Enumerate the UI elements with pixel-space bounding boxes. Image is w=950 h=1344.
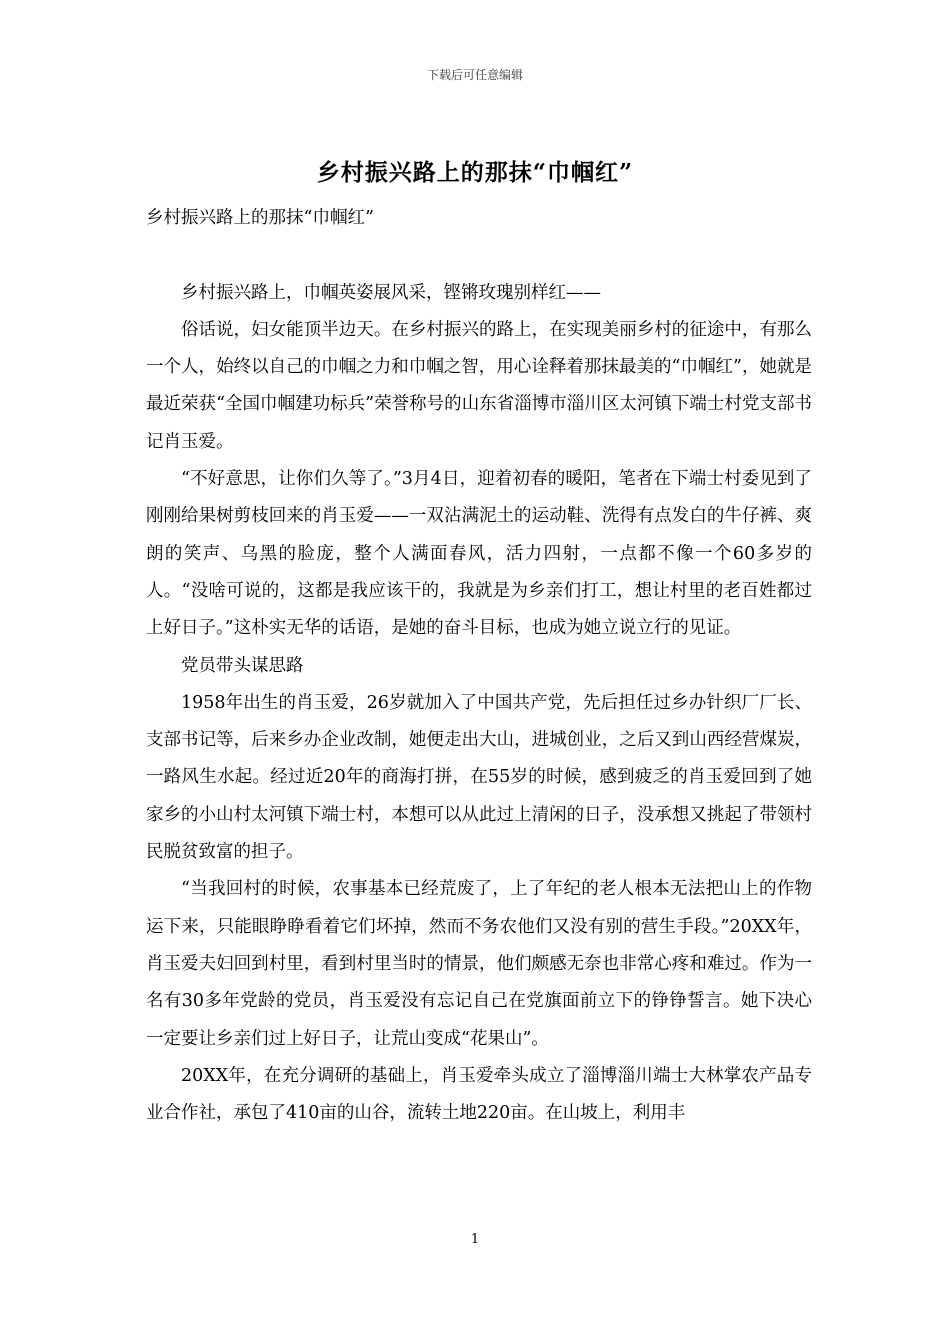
paragraph: 俗话说，妇女能顶半边天。在乡村振兴的路上，在实现美丽乡村的征途中，有那么一个人，始终以自己的巾帼之力和巾帼之智，用心诠释着那抹最美的“巾帼红”，她就是最近荣获“全国巾帼建功标兵”荣誉称号的山东省淄博市淄川区太河镇下端士村党支部书记肖玉爱。	[146, 319, 812, 452]
document-body	[146, 200, 812, 1132]
header-note: 下载后可任意编辑	[426, 68, 523, 82]
page-title: 乡村振兴路上的那抹“巾帼红”	[316, 159, 634, 186]
paragraph: 20XX年，在充分调研的基础上，肖玉爱牵头成立了淄博淄川端士大林掌农产品专业合作社，承包了410亩的山谷，流转土地220亩。在山坡上，利用丰	[146, 1065, 812, 1124]
paragraph: 乡村振兴路上，巾帼英姿展风采，铿锵玫瑰别样红——	[181, 282, 601, 303]
paragraph: “不好意思，让你们久等了。”3月4日，迎着初春的暖阳，笔者在下端士村委见到了刚刚给果树剪枝回来的肖玉爱——一双沾满泥土的运动鞋、洗得有点发白的牛仔裤、爽朗的笑声、乌黑的脸庞，整个人满面春风，活力四射，一点都不像一个60多岁的人。“没啥可说的，这都是我应该干的，我就是为乡亲们打工，想让村里的老百姓都过上好日子。”这朴实无华的话语，是她的奋斗目标，也成为她立说立行的见证。	[146, 469, 812, 639]
paragraph: “当我回村的时候，农事基本已经荒废了，上了年纪的老人根本无法把山上的作物运下来，只能眼睁睁看着它们坏掉，然而不务农他们又没有别的营生手段。”20XX年，肖玉爱夫妇回到村里，看到村里当时的情景，他们颇感无奈也非常心疼和难过。作为一名有30多年党龄的党员，肖玉爱没有忘记自己在党旗面前立下的铮铮誓言。她下决心一定要让乡亲们过上好日子，让荒山变成“花果山”。	[146, 879, 812, 1049]
section-heading: 党员带头谋思路	[181, 655, 304, 676]
blank-line	[146, 237, 812, 274]
subtitle: 乡村振兴路上的那抹“巾帼红”	[146, 208, 374, 228]
paragraph: 1958年出生的肖玉爱，26岁就加入了中国共产党，先后担任过乡办针织厂厂长、支部书记等，后来乡办企业改制，她便走出大山，进城创业，之后又到山西经营煤炭，一路风生水起。经过近20年的商海打拼，在55岁的时候，感到疲乏的肖玉爱回到了她家乡的小山村太河镇下端士村，本想可以从此过上清闲的日子，没承想又挑起了带领村民脱贫致富的担子。	[146, 692, 812, 863]
page-number: 1	[470, 1232, 480, 1247]
